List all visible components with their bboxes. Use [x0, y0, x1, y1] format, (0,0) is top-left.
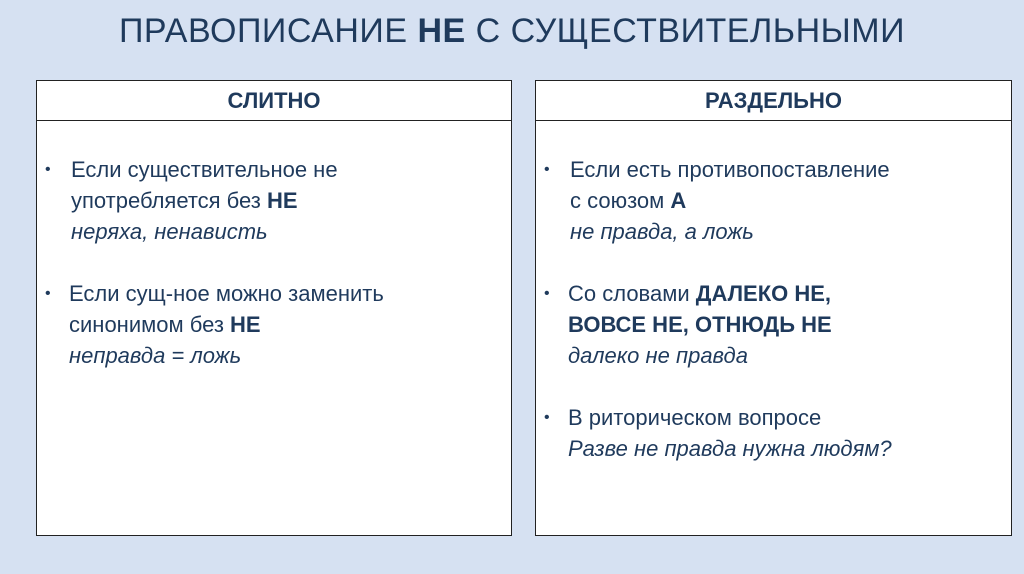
item-text-line	[570, 185, 890, 216]
item-text-line	[568, 278, 832, 309]
item-text: Если сущ-ное можно заменить	[69, 281, 384, 306]
item-text: синонимом без	[69, 312, 231, 337]
item-text-line	[71, 185, 338, 216]
bullet: •	[544, 409, 550, 426]
item-text: употребляется без	[71, 188, 267, 213]
item-example: Разве не правда нужна людям?	[568, 436, 892, 461]
item-text: В риторическом вопросе	[568, 405, 822, 430]
bullet: •	[45, 161, 51, 178]
list-item	[45, 278, 384, 371]
column-separate	[535, 80, 1012, 536]
list-item	[45, 154, 338, 247]
list-item	[544, 402, 892, 464]
list-item	[544, 154, 890, 247]
bullet: •	[45, 285, 51, 302]
item-bold: НЕ	[267, 188, 298, 213]
column-header-separate: РАЗДЕЛЬНО	[536, 81, 1011, 121]
bullet: •	[544, 161, 550, 178]
item-text: Если существительное не	[71, 157, 338, 182]
item-example: неряха, ненависть	[71, 219, 268, 244]
page-title	[0, 12, 1024, 51]
item-example: далеко не правда	[568, 343, 748, 368]
item-bold: А	[670, 188, 687, 213]
item-text: Если есть противопоставление	[570, 157, 890, 182]
item-text: Со словами	[568, 281, 696, 306]
column-header-together: СЛИТНО	[37, 81, 511, 121]
title-bold: НЕ	[417, 12, 466, 50]
item-text: с союзом	[570, 188, 671, 213]
item-text-line	[69, 309, 384, 340]
list-item	[544, 278, 832, 371]
item-bold: ВОВСЕ НЕ, ОТНЮДЬ НЕ	[568, 312, 832, 337]
title-suffix: С СУЩЕСТВИТЕЛЬНЫМИ	[465, 12, 906, 50]
bullet: •	[544, 285, 550, 302]
item-example: не правда, а ложь	[570, 219, 754, 244]
item-bold: НЕ	[230, 312, 261, 337]
item-bold: ДАЛЕКО НЕ,	[695, 281, 832, 306]
title-prefix: ПРАВОПИСАНИЕ	[118, 12, 418, 50]
column-together	[36, 80, 512, 536]
item-example: неправда = ложь	[69, 343, 242, 368]
